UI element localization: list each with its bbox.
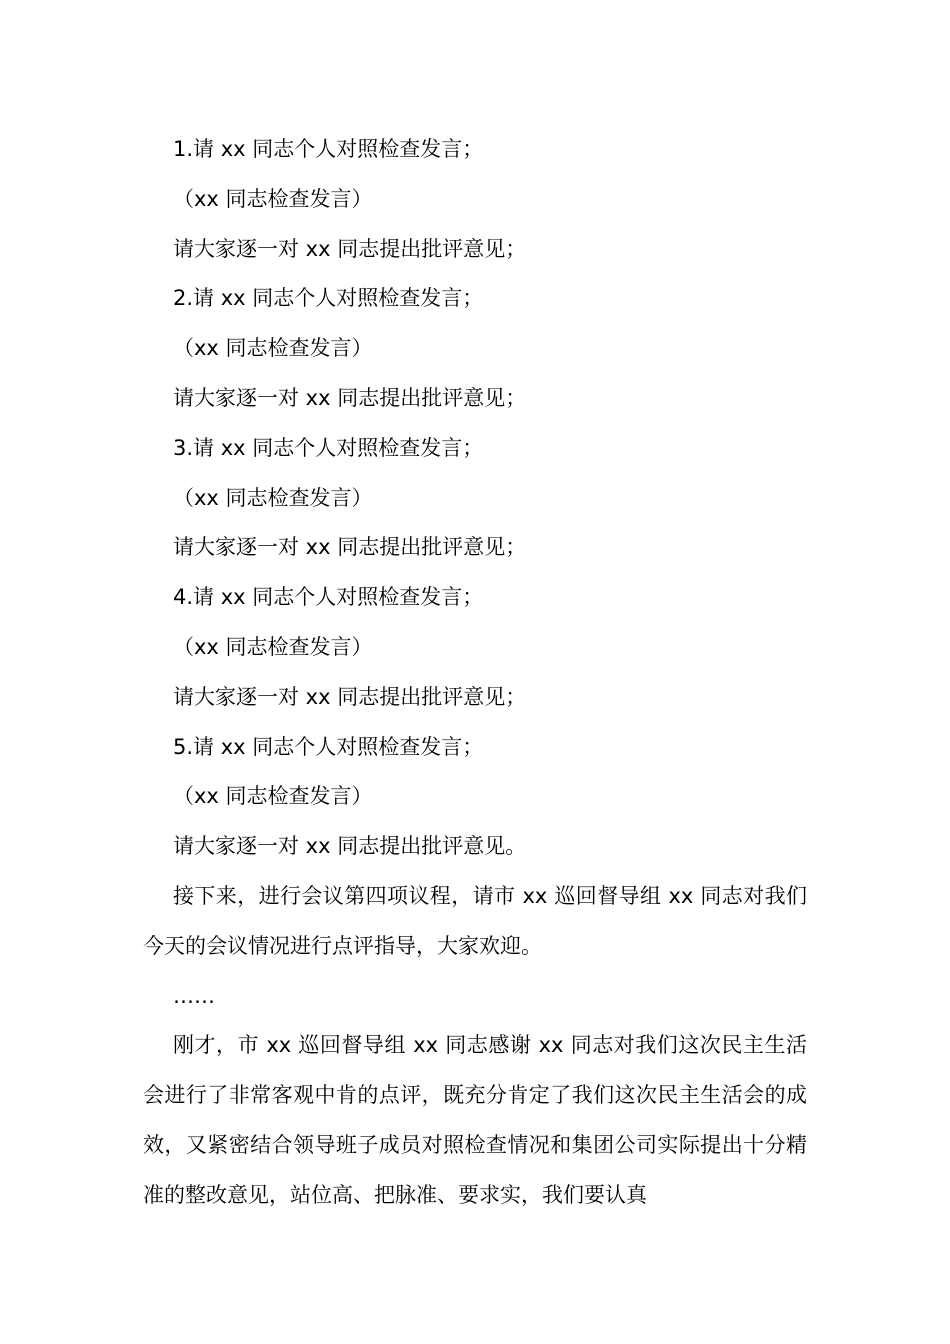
critique-item-3: 请大家逐一对 xx 同志提出批评意见； bbox=[173, 535, 527, 560]
paragraph-next-agenda: 接下来，进行会议第四项议程，请市 xx 巡回督导组 xx 同志对我们今天的会议情况进行点评指导，大家欢迎。 bbox=[143, 883, 807, 958]
speech-note-1: （xx 同志检查发言） bbox=[173, 186, 373, 211]
critique-item-4: 请大家逐一对 xx 同志提出批评意见； bbox=[173, 684, 527, 709]
speech-item-5: 5.请 xx 同志个人对照检查发言； bbox=[173, 734, 484, 759]
speech-note-2: （xx 同志检查发言） bbox=[173, 336, 373, 361]
speech-note-5: （xx 同志检查发言） bbox=[173, 784, 373, 809]
critique-item-5: 请大家逐一对 xx 同志提出批评意见。 bbox=[173, 834, 527, 859]
speech-note-4: （xx 同志检查发言） bbox=[173, 634, 373, 659]
critique-item-1: 请大家逐一对 xx 同志提出批评意见； bbox=[173, 236, 527, 261]
critique-item-2: 请大家逐一对 xx 同志提出批评意见； bbox=[173, 385, 527, 410]
ellipsis: …… bbox=[173, 983, 215, 1008]
document-body bbox=[143, 125, 807, 1221]
speech-item-3: 3.请 xx 同志个人对照检查发言； bbox=[173, 435, 484, 460]
speech-item-1: 1.请 xx 同志个人对照检查发言； bbox=[173, 137, 484, 161]
paragraph-summary: 刚才，市 xx 巡回督导组 xx 同志感谢 xx 同志对我们这次民主生活会进行了非常客观中肯的点评，既充分肯定了我们这次民主生活会的成效，又紧密结合领导班子成员对照检查情况和集团公司实际提出十分精准的整改意见，站位高、把脉准、要求实，我们要认真 bbox=[143, 1033, 807, 1207]
speech-item-2: 2.请 xx 同志个人对照检查发言； bbox=[173, 286, 484, 311]
speech-item-4: 4.请 xx 同志个人对照检查发言； bbox=[173, 585, 484, 610]
speech-note-3: （xx 同志检查发言） bbox=[173, 485, 373, 510]
